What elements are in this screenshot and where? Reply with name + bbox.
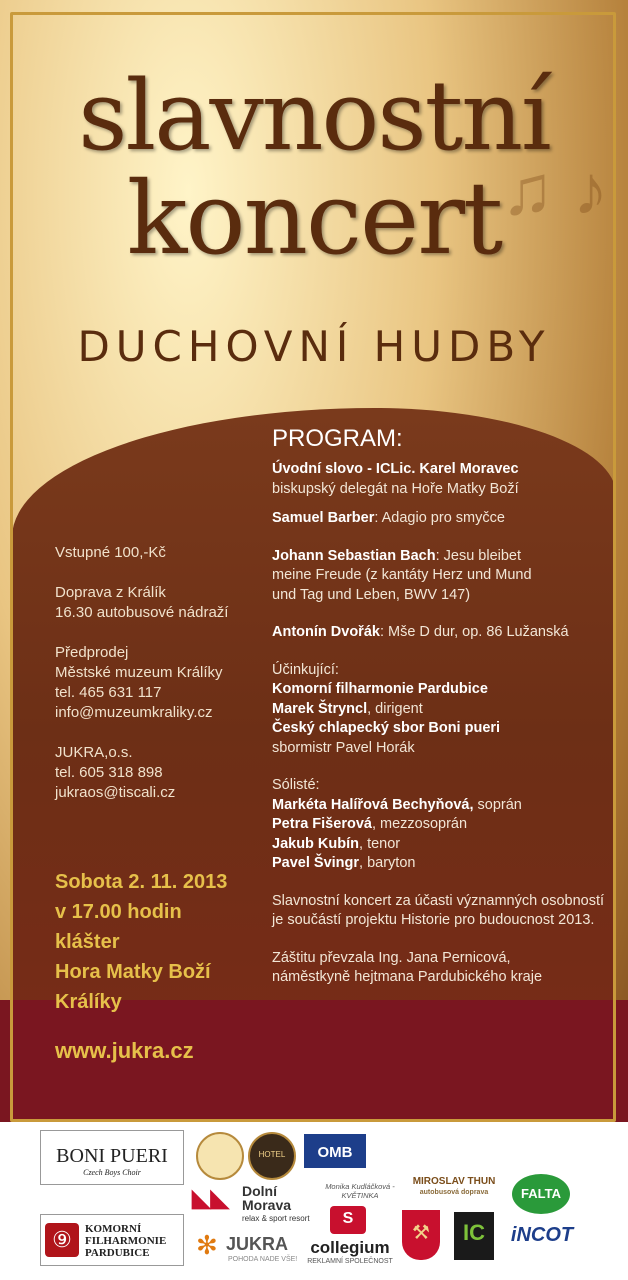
soloist-2-name: Petra Fišerová [272,816,372,832]
presale-place: Městské muzeum Králíky [55,664,223,681]
thun-text: MIROSLAV THUN [412,1176,496,1187]
falta-logo: FALTA [512,1174,570,1214]
town-crest-icon: ⚒ [402,1210,440,1260]
event-town: Králíky [55,991,122,1013]
performers-label: Účinkující: [272,661,339,678]
soloists-label: Sólisté: [272,777,320,793]
performer-1: Komorní filharmonie Pardubice [272,681,488,697]
dolni-morava-mark-icon: ◣◣ [192,1185,229,1212]
kfp-line-3: PARDUBICE [85,1247,150,1259]
soloist-3-role: , tenor [359,835,401,852]
omb-logo: OMB [304,1134,366,1168]
presale-title: Předprodej [55,644,129,661]
organizer-name: JUKRA,o.s. [55,744,133,761]
website-link[interactable]: www.jukra.cz [55,1038,194,1063]
event-details [55,867,227,1017]
event-venue-1: klášter [55,931,120,953]
bach-piece-1: : Jesu bleibet [435,547,522,564]
note-line-1: Slavnostní koncert za účasti významných osobností [272,892,605,909]
soloist-4-role: , baryton [359,855,416,871]
kfp-line-2: FILHARMONIE [85,1235,167,1247]
jukra-logo [196,1230,296,1270]
soloist-1-name: Markéta Halířová Bechyňová, [272,796,474,813]
subtitle: DUCHOVNÍ HUDBY [77,322,551,371]
intro-speaker: Úvodní slovo - ICLic. Karel Moravec [272,461,519,477]
collegium-text: collegium [310,1238,390,1257]
bach-piece-2: meine Freude (z kantáty Herz und Mund [272,567,532,583]
note-line-2: je součástí projektu Historie pro budoucnost 2013. [272,912,595,928]
organizer-phone: tel. 605 318 898 [55,764,163,781]
performer-2-name: Marek Štryncl [272,700,368,717]
kvetinka-logo: Monika Kudláčková - KVĚTINKA [325,1182,395,1200]
red-band [0,1000,628,1130]
boni-pueri-sub: Czech Boys Choir [83,1168,141,1177]
patron-line-1: Záštitu převzala Ing. Jana Pernicová, [272,949,511,966]
kfp-logo [40,1214,184,1266]
bach-piece-3: und Tag und Leben, BWV 147) [272,586,471,603]
dvorak-piece: : Mše D dur, op. 86 Lužanská [379,624,569,640]
collegium-logo [300,1238,400,1268]
program-header: PROGRAM: [272,425,403,452]
boni-pueri-text: BONI PUERI [56,1145,168,1167]
dvorak-name: Antonín Dvořák [272,624,380,640]
admission: Vstupné 100,-Kč [55,544,166,561]
patron-line-2: náměstkyně hejtmana Pardubického kraje [272,969,543,985]
music-notes-decoration: ♫ ♪ [501,151,608,229]
kfp-text [85,1223,166,1259]
dm-line-2: Morava [242,1197,292,1213]
dolni-morava-logo [192,1182,322,1222]
dm-line-1: Dolní [242,1183,277,1199]
program-column [272,426,617,988]
barber-piece: : Adagio pro smyčce [374,510,505,526]
presale-email[interactable]: info@muzeumkraliky.cz [55,704,213,721]
saint-logo-icon [196,1132,244,1180]
intersolar-logo: IC [454,1212,494,1260]
sponsor-logos [0,1122,628,1280]
title-line-2: koncert [126,160,502,277]
s-logo-icon: S [330,1206,366,1234]
event-time: v 17.00 hodin [55,901,182,923]
thun-sub: autobusová doprava [419,1189,489,1196]
dm-sub: relax & sport resort [242,1214,310,1223]
barber-name: Samuel Barber [272,510,375,526]
transport-title: Doprava z Králík [55,584,166,601]
soloist-3-name: Jakub Kubín [272,835,360,852]
performer-2-role: , dirigent [367,700,423,717]
presale-phone: tel. 465 631 117 [55,684,162,701]
boni-pueri-logo [40,1130,184,1185]
thun-logo [406,1176,502,1202]
dolni-morava-text [242,1184,310,1226]
incot-logo: iNCOT [510,1224,574,1246]
transport-detail: 16.30 autobusové nádraží [55,604,229,621]
event-date: Sobota 2. 11. 2013 [55,871,228,893]
bach-name: Johann Sebastian Bach [272,547,436,564]
jukra-text: JUKRA [226,1234,289,1254]
jukra-figure-icon: ✻ [196,1230,218,1260]
soloist-1-role: soprán [473,796,522,813]
collegium-sub: REKLAMNÍ SPOLEČNOST [307,1258,393,1265]
soloist-4-name: Pavel Švingr [272,855,360,871]
intro-detail: biskupský delegát na Hoře Matky Boží [272,480,519,497]
performer-3-detail: sbormistr Pavel Horák [272,739,415,756]
jukra-sub: POHODA NADE VŠE! [228,1256,298,1263]
kfp-line-1: KOMORNÍ [85,1223,142,1235]
organizer-email[interactable]: jukraos@tiscali.cz [55,784,176,801]
info-column [55,543,265,803]
soloist-2-role: , mezzosoprán [371,816,468,832]
event-venue-2: Hora Matky Boží [55,961,211,983]
title-line-1: slavnostní [78,60,550,172]
performer-3: Český chlapecký sbor Boni pueri [272,720,501,736]
hotel-logo: HOTEL [248,1132,296,1180]
kfp-symbol-icon: ⑨ [45,1223,79,1257]
